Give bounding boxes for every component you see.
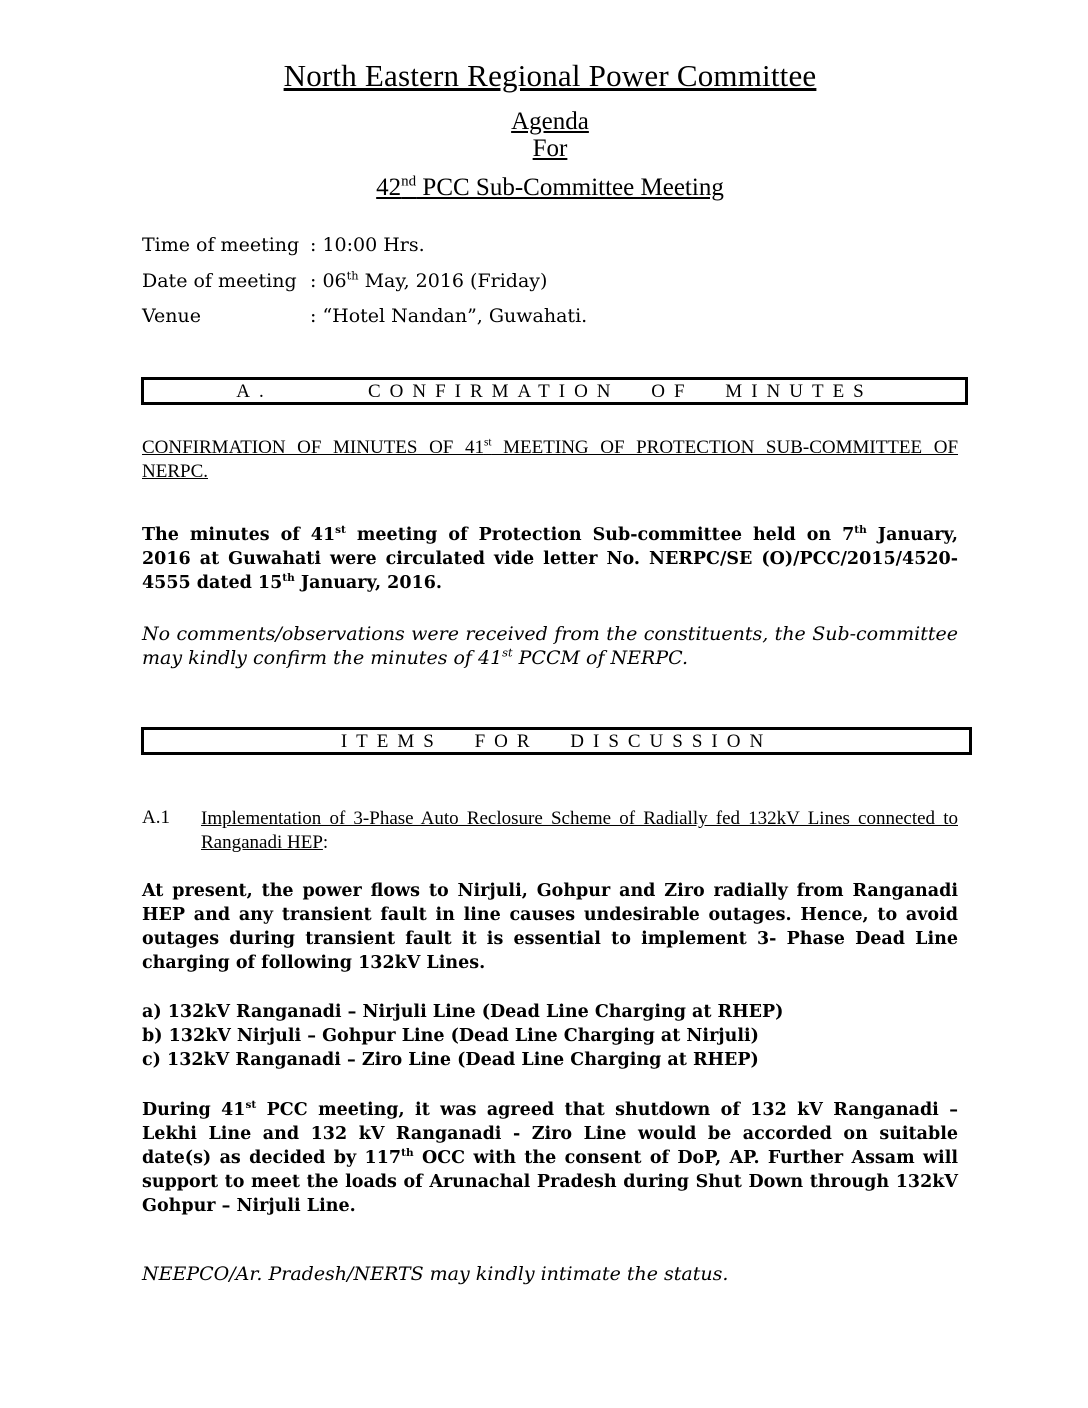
para-sup: st xyxy=(335,524,346,537)
para-text: During 41 xyxy=(142,1100,246,1120)
section-a-heading-text-2: MEETING OF PROTECTION SUB-COMMITTEE OF NERPC. xyxy=(142,437,959,482)
meeting-venue-value: : “Hotel Nandan”, Guwahati. xyxy=(310,305,588,327)
list-item: a) 132kV Ranganadi – Nirjuli Line (Dead Line Charging at RHEP) xyxy=(142,1002,784,1022)
para-text: PCC meeting, it was agreed that shutdown of 132 kV Ranganadi – Lekhi Line and 132 kV Ranganadi - Ziro Line would be accorded on suitable date(s) as decided by 117 xyxy=(142,1100,958,1168)
meeting-time-row xyxy=(142,234,425,256)
para-text: meeting of Protection Sub-committee held on 7 xyxy=(345,525,855,545)
para-sup: th xyxy=(854,524,867,537)
item-a1-paragraph-1: At present, the power flows to Nirjuli, Gohpur and Ziro radially from Ranganadi HEP and any transient fault in line causes undesirable outages. Hence, to avoid outages during transient fault it is essential to implement 3- Phase Dead Line charging of following 132kV Lines. xyxy=(142,881,958,973)
para-text: OCC with the consent of DoP, AP. Further Assam will support to meet the loads of Arunachal Pradesh during Shut Down through 132kV Gohpur – Nirjuli Line. xyxy=(142,1148,958,1216)
meeting-time-value: : 10:00 Hrs. xyxy=(310,234,425,256)
items-for-discussion-box xyxy=(141,727,972,755)
section-a-title: A. CONFIRMATION OF MINUTES xyxy=(236,381,873,402)
meeting-number: 42 xyxy=(376,174,402,201)
item-a1-line-list xyxy=(142,1000,783,1072)
item-a1-title-colon: : xyxy=(322,832,329,853)
meeting-date-value xyxy=(310,270,547,292)
item-a1-paragraph-3: NEEPCO/Ar. Pradesh/NERTS may kindly intimate the status. xyxy=(142,1263,729,1285)
list-item: b) 132kV Nirjuli – Gohpur Line (Dead Line Charging at Nirjuli) xyxy=(142,1026,759,1046)
meeting-date-day: : 06 xyxy=(310,270,347,292)
item-a1-title-text: Implementation of 3-Phase Auto Reclosure Scheme of Radially fed 132kV Lines connected to Ranganadi HEP xyxy=(201,808,958,853)
para-sup: st xyxy=(502,645,513,660)
para-sup: th xyxy=(282,572,295,585)
para-sup: th xyxy=(401,1147,414,1160)
meeting-date-row xyxy=(142,270,547,292)
agenda-label: Agenda xyxy=(511,108,589,135)
item-a1-paragraph-2 xyxy=(142,1098,958,1218)
items-for-discussion-title: ITEMS FOR DISCUSSION xyxy=(340,731,773,752)
para-text: January, 2016. xyxy=(294,573,442,593)
section-a-paragraph-1 xyxy=(142,523,958,595)
section-a-box xyxy=(141,377,968,405)
meeting-title-text: PCC Sub-Committee Meeting xyxy=(416,174,724,201)
meeting-venue-row xyxy=(142,305,587,327)
para-text: PCCM of NERPC. xyxy=(512,647,688,669)
para-sup: st xyxy=(245,1099,257,1112)
para-text: The minutes of 41 xyxy=(142,525,336,545)
organization-title: North Eastern Regional Power Committee xyxy=(283,58,817,93)
meeting-title xyxy=(0,174,1088,202)
for-label: For xyxy=(532,135,568,162)
section-a-heading-sup: st xyxy=(483,436,492,449)
list-item: c) 132kV Ranganadi – Ziro Line (Dead Line Charging at RHEP) xyxy=(142,1050,759,1070)
section-a-paragraph-2 xyxy=(142,622,958,670)
meeting-date-rest: May, 2016 (Friday) xyxy=(358,270,548,292)
meeting-number-suffix: nd xyxy=(401,173,417,190)
item-a1-title xyxy=(201,807,958,855)
meeting-date-suffix: th xyxy=(346,268,359,283)
meeting-date-label: Date of meeting xyxy=(142,270,297,292)
para-text: No comments/observations were received from the constituents, the Sub-committee may kindly confirm the minutes of 41 xyxy=(142,623,958,669)
section-a-heading-text: CONFIRMATION OF MINUTES OF 41 xyxy=(142,437,484,458)
item-a1-number: A.1 xyxy=(142,807,170,828)
para-text: January, 2016 at Guwahati were circulated vide letter No. NERPC/SE (O)/PCC/2015/4520-4555 dated 15 xyxy=(142,525,958,593)
section-a-heading xyxy=(142,436,958,484)
meeting-venue-label: Venue xyxy=(142,305,201,327)
meeting-time-label: Time of meeting xyxy=(142,234,300,256)
